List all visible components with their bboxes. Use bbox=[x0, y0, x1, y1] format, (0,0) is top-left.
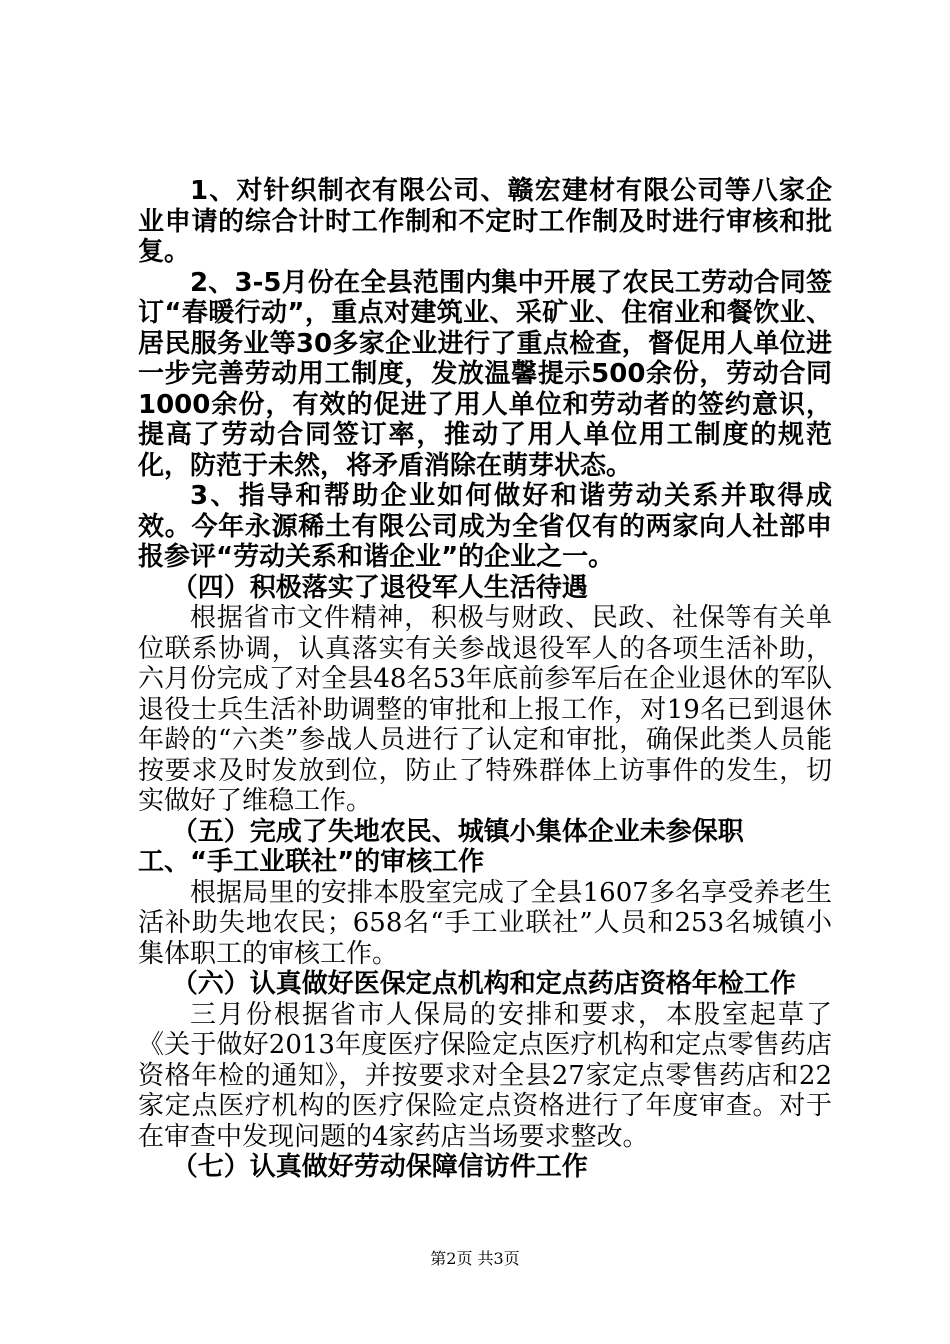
section-heading-7: （七）认真做好劳动保障信访件工作 bbox=[171, 1152, 588, 1182]
paragraph-3: 3、指导和帮助企业如何做好和谐劳动关系并取得成效。今年永源稀土有限公司成为全省仅有的两家向人社部申报参评“劳动关系和谐企业”的企业之一。 bbox=[138, 481, 832, 572]
section-heading-5: （五）完成了失地农民、城镇小集体企业未参保职工、“手工业联社”的审核工作 bbox=[138, 816, 744, 877]
page-footer: 第2页 共3页 bbox=[430, 1249, 520, 1268]
paragraph-4: 根据省市文件精神，积极与财政、民政、社保等有关单位联系协调，认真落实有关参战退役军人的各项生活补助，六月份完成了对全县48名53年底前参军后在企业退休的军队退役士兵生活补助调整的审批和上报工作，对19名已到退休年龄的“六类”参战人员进行了认定和审批，确保此类人员能按要求及时发放到位，防止了特殊群体上访事件的发生，切实做好了维稳工作。 bbox=[138, 603, 832, 816]
paragraph-2: 2、3-5月份在全县范围内集中开展了农民工劳动合同签订“春暖行动”，重点对建筑业、采矿业、住宿业和餐饮业、居民服务业等30多家企业进行了重点检查，督促用人单位进一步完善劳动用工制度，发放温馨提示500余份，劳动合同1000余份，有效的促进了用人单位和劳动者的签约意识，提高了劳动合同签订率，推动了用人单位用工制度的规范化，防范于未然，将矛盾消除在萌芽状态。 bbox=[138, 267, 832, 481]
paragraph-6: 三月份根据省市人保局的安排和要求，本股室起草了《关于做好2013年度医疗保险定点医疗机构和定点零售药店资格年检的通知》，并按要求对全县27家定点零售药店和22家定点医疗机构的医疗保险定点资格进行了年度审查。对于在审查中发现问题的4家药店当场要求整改。 bbox=[138, 999, 832, 1152]
section-heading-6: （六）认真做好医保定点机构和定点药店资格年检工作 bbox=[171, 969, 796, 999]
document-body bbox=[138, 176, 832, 1183]
paragraph-1: 1、对针织制衣有限公司、赣宏建材有限公司等八家企业申请的综合计时工作制和不定时工作制及时进行审核和批复。 bbox=[138, 176, 832, 267]
section-heading-4: （四）积极落实了退役军人生活待遇 bbox=[171, 572, 588, 603]
paragraph-5: 根据局里的安排本股室完成了全县1607多名享受养老生活补助失地农民；658名“手工业联社”人员和253名城镇小集体职工的审核工作。 bbox=[138, 877, 832, 969]
